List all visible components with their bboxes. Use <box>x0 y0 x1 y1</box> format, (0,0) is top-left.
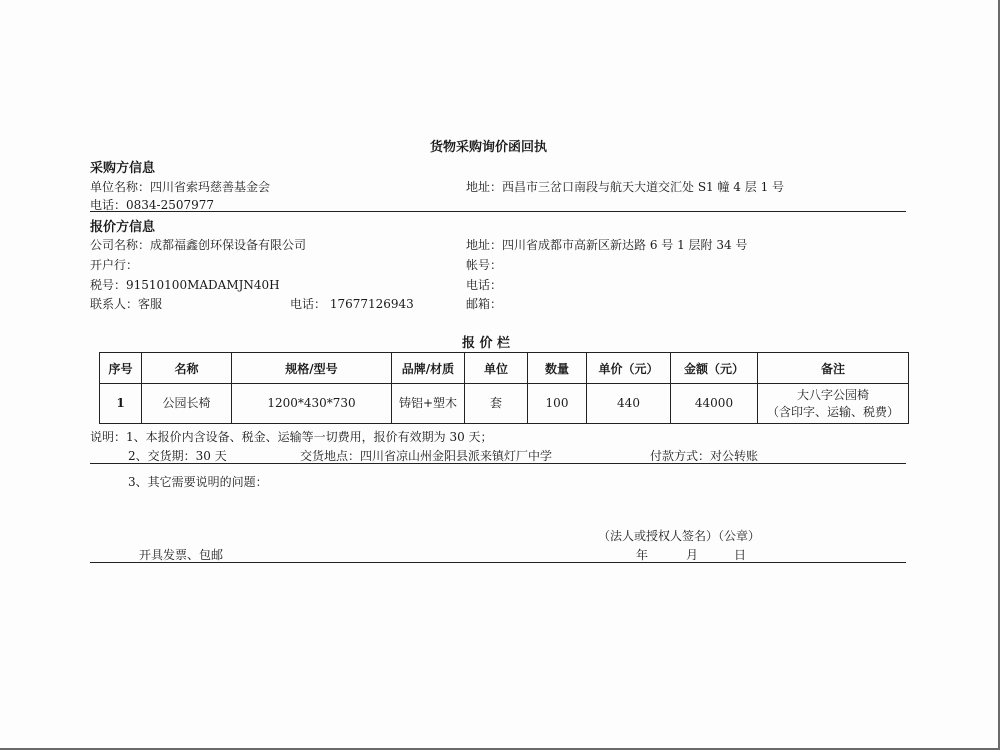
table-row <box>100 384 909 424</box>
quoter-contact-phone: 电话： 17677126943 <box>290 297 414 311</box>
col-header-remark: 备注 <box>758 353 909 384</box>
table-header-row <box>100 353 909 384</box>
col-header-qty: 数量 <box>528 353 587 384</box>
quote-table <box>99 352 909 424</box>
col-header-spec: 规格/型号 <box>232 353 392 384</box>
col-header-no: 序号 <box>100 353 142 384</box>
cell-brand: 铸铝+塑木 <box>392 384 465 424</box>
col-header-name: 名称 <box>142 353 232 384</box>
quoter-email: 邮箱： <box>466 297 503 311</box>
quoter-address: 地址：四川省成都市高新区新达路 6 号 1 层附 34 号 <box>466 238 748 252</box>
invoice-note: 开具发票、包邮 <box>139 548 224 562</box>
cell-price: 440 <box>587 384 671 424</box>
signature-label: （法人或授权人签名）（公章） <box>598 529 761 543</box>
note-2-delivery-place: 交货地点：四川省凉山州金阳县派来镇灯厂中学 <box>300 449 553 463</box>
quoter-tax-id: 税号：91510100MADAMJN40H <box>90 278 280 292</box>
quoter-company: 公司名称：成都福鑫创环保设备有限公司 <box>90 238 307 252</box>
cell-no: 1 <box>100 384 142 424</box>
buyer-address: 地址：西昌市三岔口南段与航天大道交汇处 S1 幢 4 层 1 号 <box>466 180 785 194</box>
quoter-contact: 联系人：客服 <box>90 297 163 311</box>
quoter-heading: 报价方信息 <box>90 220 156 235</box>
cell-amount: 44000 <box>671 384 758 424</box>
cell-remark-line1: 大八字公园椅 <box>796 387 869 402</box>
cell-qty: 100 <box>528 384 587 424</box>
buyer-divider <box>90 211 906 212</box>
date-month: 月 <box>686 548 699 562</box>
col-header-brand: 品牌/材质 <box>392 353 465 384</box>
quoter-bank: 开户行： <box>90 258 139 272</box>
note-2-payment: 付款方式：对公转账 <box>650 449 759 463</box>
buyer-unit-name: 单位名称：四川省索玛慈善基金会 <box>90 180 271 194</box>
date-day: 日 <box>734 548 747 562</box>
cell-remark-line2: （含印字、运输、税费） <box>766 404 899 419</box>
quote-heading: 报 价 栏 <box>462 336 511 351</box>
quoter-tel: 电话： <box>466 278 503 292</box>
cell-spec: 1200*430*730 <box>232 384 392 424</box>
note-3: 3、其它需要说明的问题： <box>128 475 268 489</box>
cell-name: 公园长椅 <box>142 384 232 424</box>
notes-divider <box>90 463 906 464</box>
buyer-phone: 电话：0834-2507977 <box>90 198 215 212</box>
quoter-account: 帐号： <box>466 258 503 272</box>
document-title: 货物采购询价函回执 <box>430 140 548 155</box>
cell-unit: 套 <box>465 384 528 424</box>
date-year: 年 <box>636 548 649 562</box>
col-header-price: 单价（元） <box>587 353 671 384</box>
cell-remark <box>758 384 909 424</box>
note-2-delivery-period: 2、交货期：30 天 <box>128 449 227 463</box>
signature-divider <box>90 562 906 563</box>
col-header-unit: 单位 <box>465 353 528 384</box>
note-1: 说明：1、本报价内含设备、税金、运输等一切费用，报价有效期为 30 天； <box>90 430 493 444</box>
col-header-amount: 金额（元） <box>671 353 758 384</box>
buyer-heading: 采购方信息 <box>90 161 156 176</box>
